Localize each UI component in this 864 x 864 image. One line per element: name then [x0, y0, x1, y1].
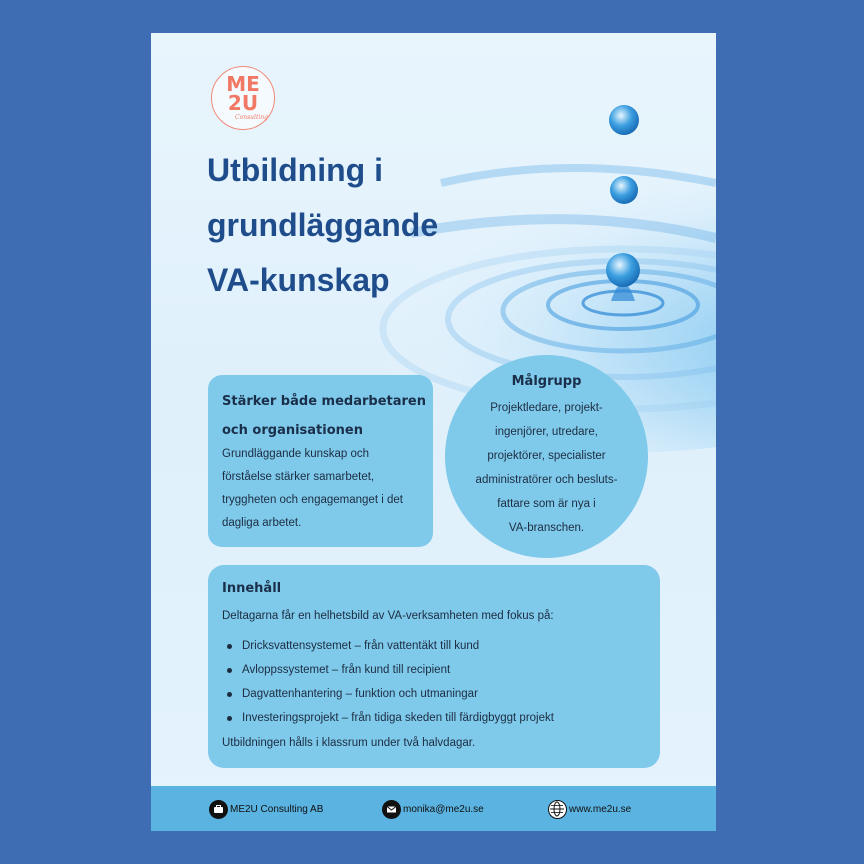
content-footer: Utbildningen hålls i klassrum under två halvdagar. — [222, 737, 476, 749]
target-group-text — [460, 396, 633, 540]
contact-footer — [151, 786, 716, 831]
page-title — [207, 143, 537, 308]
target-line: ingenjörer, utredare, — [495, 426, 598, 438]
benefits-box — [208, 375, 433, 547]
logo-line2: 2U — [227, 91, 259, 115]
title-line-3: VA-kunskap — [207, 262, 390, 298]
target-group-circle — [445, 355, 648, 558]
logo-sub: Consulting — [235, 114, 268, 121]
benefits-text: Grundläggande kunskap och förståelse stärker samarbetet, tryggheten och engagemanget i det dagliga arbetet. — [222, 448, 403, 529]
target-line: fattare som är nya i — [497, 498, 596, 510]
footer-web[interactable] — [548, 799, 631, 819]
target-line: VA-branschen. — [508, 522, 585, 534]
logo-line1: ME — [226, 72, 260, 96]
title-line-2: grundläggande — [207, 207, 439, 243]
content-box — [208, 565, 660, 768]
me2u-logo — [211, 66, 275, 130]
envelope-icon — [382, 800, 401, 819]
list-item: Avloppssystemet – från kund till recipient — [222, 658, 554, 682]
target-line: administratörer och besluts- — [475, 474, 618, 486]
website-link[interactable]: www.me2u.se — [569, 803, 632, 815]
content-heading: Innehåll — [222, 581, 282, 596]
footer-email[interactable] — [382, 799, 484, 819]
briefcase-icon — [209, 800, 228, 819]
title-line-1: Utbildning i — [207, 152, 383, 188]
list-item: Dricksvattensystemet – från vattentäkt till kund — [222, 634, 554, 658]
email-link[interactable]: monika@me2u.se — [403, 803, 484, 815]
footer-company — [209, 799, 323, 819]
content-intro: Deltagarna får en helhetsbild av VA-verksamheten med fokus på: — [222, 610, 554, 622]
list-item: Investeringsprojekt – från tidiga skeden till färdigbyggt projekt — [222, 706, 554, 730]
list-item: Dagvattenhantering – funktion och utmaningar — [222, 682, 554, 706]
target-line: projektörer, specialister — [487, 450, 606, 462]
company-name: ME2U Consulting AB — [230, 803, 324, 815]
target-line: Projektledare, projekt- — [490, 402, 603, 414]
target-group-heading: Målgrupp — [511, 374, 582, 389]
flyer-page — [151, 33, 716, 831]
benefits-heading: Stärker både medarbetaren och organisationen — [222, 394, 426, 438]
content-list — [222, 634, 554, 730]
globe-icon — [548, 800, 567, 819]
